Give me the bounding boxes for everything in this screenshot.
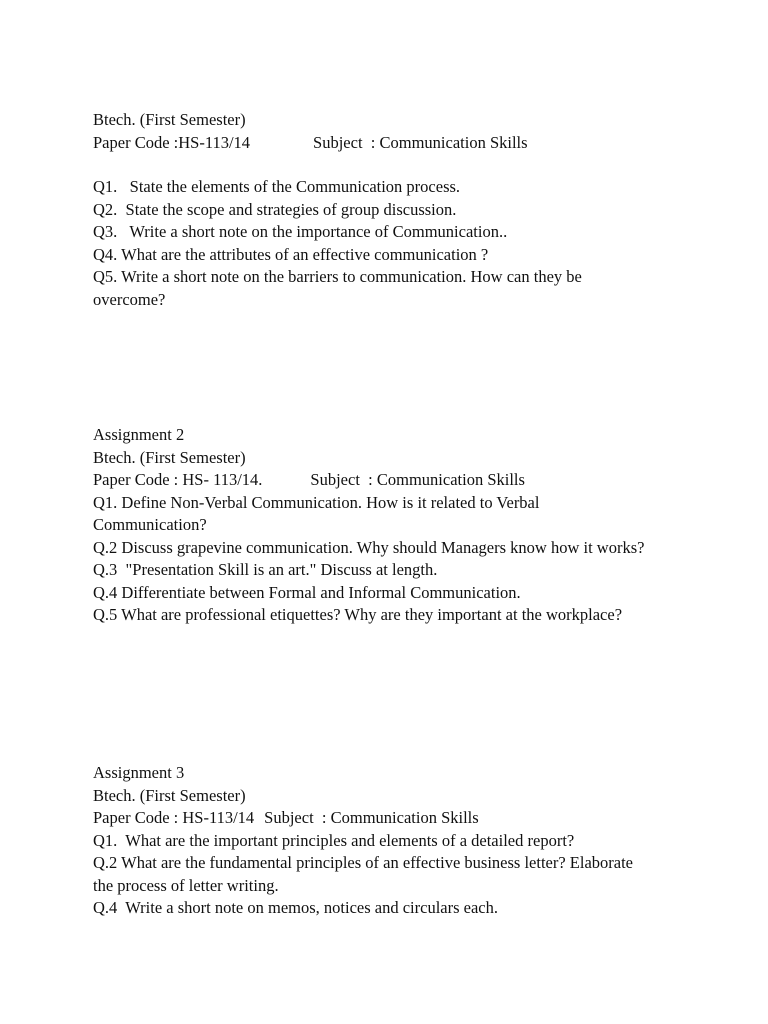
question: Q.2 Discuss grapevine communication. Why should Managers know how it works? <box>93 537 645 557</box>
question: Q4. What are the attributes of an effective communication ? <box>93 244 489 264</box>
paper-code: Paper Code : HS-113/14 <box>93 808 255 827</box>
subject: Subject : Communication Skills <box>264 808 479 827</box>
assignment-title: Assignment 2 <box>93 425 185 444</box>
paper-code: Paper Code :HS-113/14 <box>93 132 251 152</box>
course-line: Btech. (First Semester) <box>93 447 246 467</box>
assignment-1-section <box>93 109 733 311</box>
question: Q5. Write a short note on the barriers to communication. How can they be overcome? <box>93 267 582 309</box>
paper-code: Paper Code : HS- 113/14. <box>93 470 263 489</box>
assignment-3-section <box>93 762 733 920</box>
subject: Subject : Communication Skills <box>313 132 528 152</box>
question: Q2. State the scope and strategies of group discussion. <box>93 199 457 219</box>
question: Q.5 What are professional etiquettes? Why are they important at the workplace? <box>93 605 623 624</box>
question: Q1. Define Non-Verbal Communication. How is it related to Verbal Communication? <box>93 492 540 534</box>
question: Q.2 What are the fundamental principles of an effective business letter? Elaborate the process of letter writing. <box>93 853 634 895</box>
paper-code-line <box>93 469 733 492</box>
paper-code-line <box>93 807 733 830</box>
question: Q1. What are the important principles and elements of a detailed report? <box>93 830 575 850</box>
course-line: Btech. (First Semester) <box>93 110 246 129</box>
question: Q.4 Write a short note on memos, notices and circulars each. <box>93 898 498 917</box>
question: Q.3 "Presentation Skill is an art." Discuss at length. <box>93 560 438 579</box>
paper-code-line <box>93 132 733 155</box>
assignment-title: Assignment 3 <box>93 763 185 782</box>
question: Q1. State the elements of the Communication process. <box>93 177 461 196</box>
question: Q3. Write a short note on the importance of Communication.. <box>93 222 508 241</box>
assignment-2-section <box>93 424 733 627</box>
subject: Subject : Communication Skills <box>310 470 525 489</box>
question: Q.4 Differentiate between Formal and Informal Communication. <box>93 582 521 602</box>
course-line: Btech. (First Semester) <box>93 785 246 805</box>
